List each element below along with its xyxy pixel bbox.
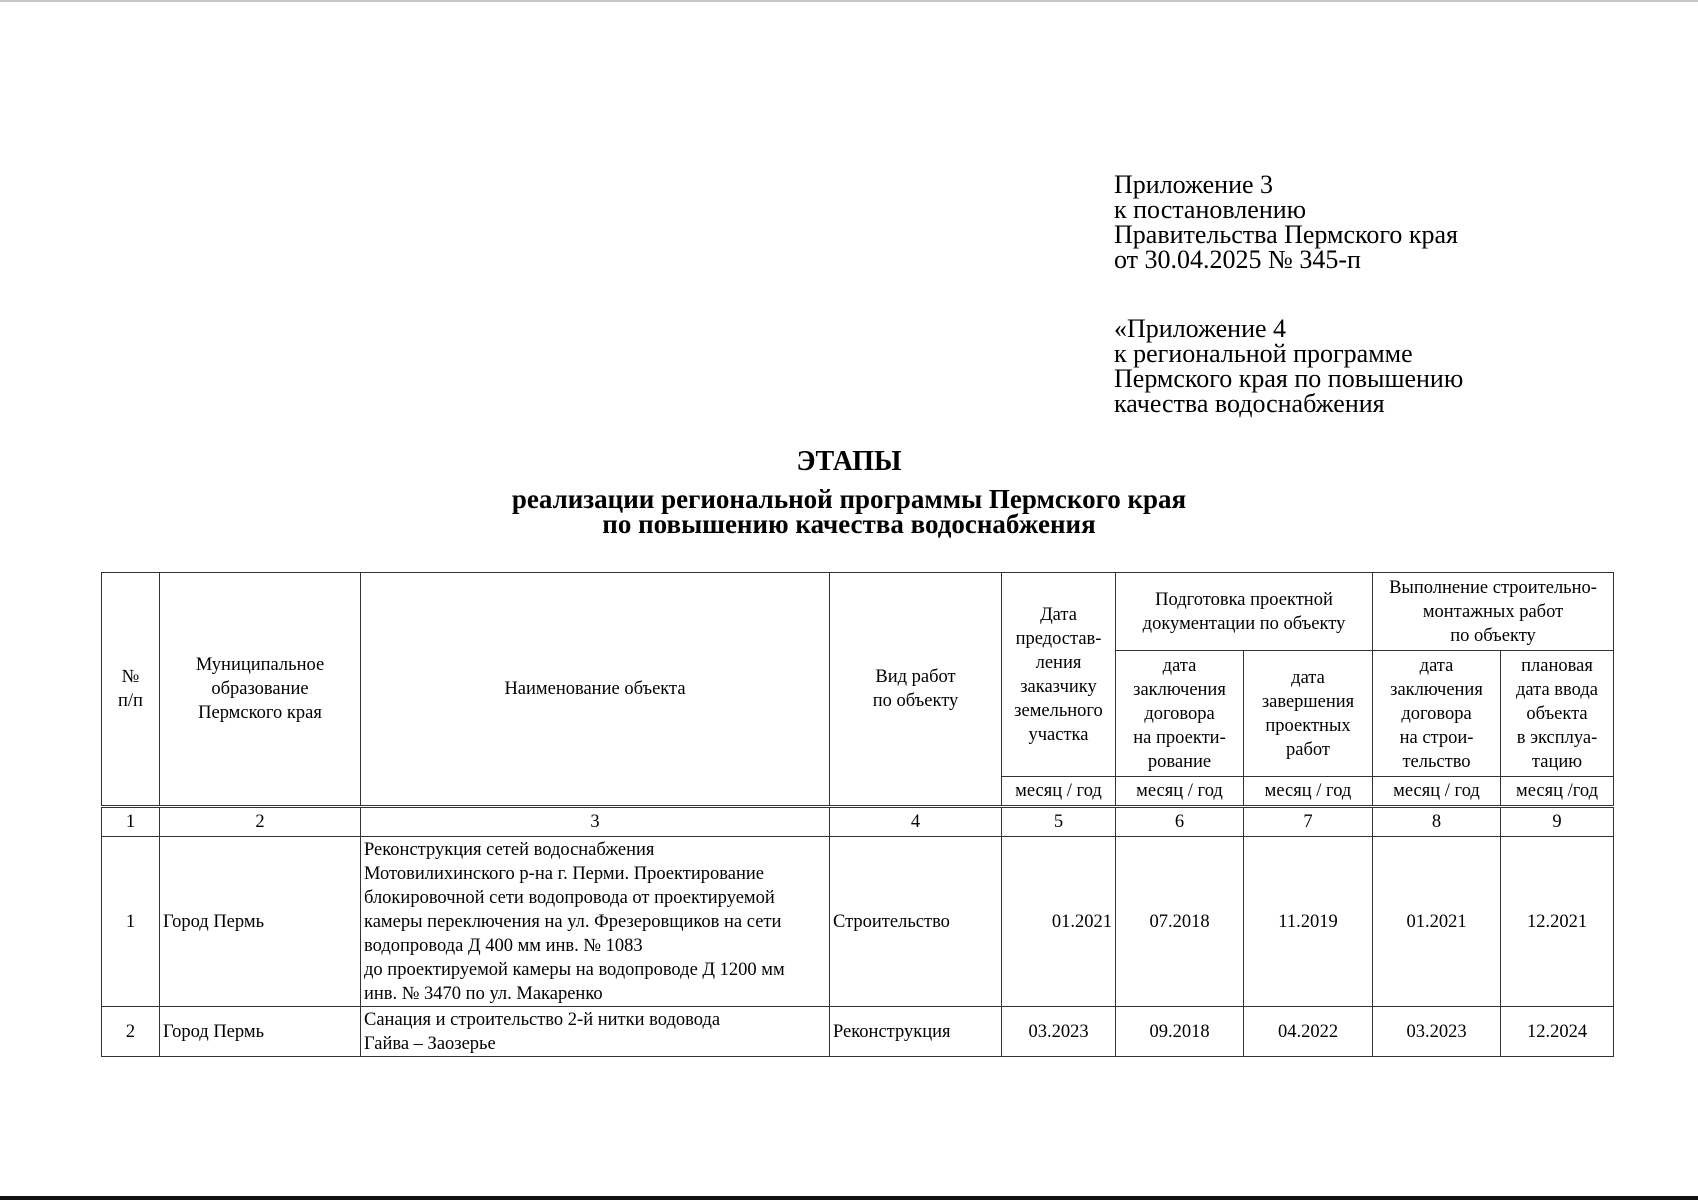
header-construction-contract: дата заключения договора на строи- тельство [1373, 651, 1501, 777]
scan-edge-top [0, 0, 1698, 2]
program-appendix-line: «Приложение 4 [1114, 314, 1287, 343]
column-number-row [102, 807, 1614, 837]
appendix-line: к постановлению [1114, 195, 1307, 224]
row-work-type: Реконструкция [830, 1007, 1002, 1057]
appendix-line: от 30.04.2025 № 345-п [1114, 245, 1361, 274]
column-number: 2 [160, 807, 361, 837]
row-design-contract: 09.2018 [1116, 1007, 1244, 1057]
row-num: 2 [102, 1007, 160, 1057]
column-number: 5 [1002, 807, 1116, 837]
row-object-name: Реконструкция сетей водоснабжения Мотовилихинского р-на г. Перми. Проектирование блокировочной сети водопровода от проектируемой камеры переключения на ул. Фрезеровщиков на сети водопровода Д 400 мм инв. № 1083 до проектируемой камеры на водопроводе Д 1200 мм инв. № 3470 по ул. Макаренко [361, 837, 830, 1007]
program-appendix-line: к региональной программе [1114, 339, 1413, 368]
program-appendix-block [1114, 316, 1463, 416]
program-appendix-line: Пермского края по повышению [1114, 364, 1464, 393]
row-construction-contract: 01.2021 [1373, 837, 1501, 1007]
header-design-completion: дата завершения проектных работ [1244, 651, 1373, 777]
row-municipality: Город Пермь [160, 1007, 361, 1057]
column-number: 1 [102, 807, 160, 837]
header-design-contract: дата заключения договора на проекти- рование [1116, 651, 1244, 777]
program-appendix-line: качества водоснабжения [1114, 389, 1385, 418]
table-row [102, 1007, 1614, 1057]
appendix-reference-block [1114, 172, 1458, 272]
unit-label: месяц /год [1501, 777, 1614, 807]
row-commissioning: 12.2021 [1501, 837, 1614, 1007]
row-design-completion: 04.2022 [1244, 1007, 1373, 1057]
unit-label: месяц / год [1116, 777, 1244, 807]
column-number: 3 [361, 807, 830, 837]
column-number: 9 [1501, 807, 1614, 837]
row-work-type: Строительство [830, 837, 1002, 1007]
column-number: 6 [1116, 807, 1244, 837]
unit-label: месяц / год [1002, 777, 1116, 807]
row-design-completion: 11.2019 [1244, 837, 1373, 1007]
header-num: № п/п [102, 573, 160, 807]
column-number: 8 [1373, 807, 1501, 837]
document-title: ЭТАПЫ [796, 446, 902, 477]
document-subtitle-line-1: реализации региональной программы Пермского края [511, 484, 1187, 514]
column-number: 4 [830, 807, 1002, 837]
unit-label: месяц / год [1373, 777, 1501, 807]
column-number: 7 [1244, 807, 1373, 837]
header-object-name: Наименование объекта [361, 573, 830, 807]
row-design-contract: 07.2018 [1116, 837, 1244, 1007]
header-land-date: Дата предостав- ления заказчику земельного участка [1002, 573, 1116, 777]
row-construction-contract: 03.2023 [1373, 1007, 1501, 1057]
row-num: 1 [102, 837, 160, 1007]
stages-table [101, 572, 1614, 1057]
appendix-line: Приложение 3 [1114, 170, 1274, 199]
table-row [102, 837, 1614, 1007]
row-land-date: 03.2023 [1002, 1007, 1116, 1057]
appendix-line: Правительства Пермского края [1114, 220, 1458, 249]
unit-label: месяц / год [1244, 777, 1373, 807]
header-work-type: Вид работ по объекту [830, 573, 1002, 807]
header-municipality: Муниципальное образование Пермского края [160, 573, 361, 807]
document-subtitle-line-2: по повышению качества водоснабжения [602, 509, 1096, 539]
header-commissioning: плановая дата ввода объекта в эксплуа- тацию [1501, 651, 1614, 777]
header-design-group: Подготовка проектной документации по объекту [1116, 573, 1373, 651]
scan-edge-bottom [0, 1196, 1698, 1200]
row-object-name: Санация и строительство 2-й нитки водовода Гайва – Заозерье [361, 1007, 830, 1057]
header-construction-group: Выполнение строительно- монтажных работ по объекту [1373, 573, 1614, 651]
row-land-date: 01.2021 [1002, 837, 1116, 1007]
row-commissioning: 12.2024 [1501, 1007, 1614, 1057]
row-municipality: Город Пермь [160, 837, 361, 1007]
